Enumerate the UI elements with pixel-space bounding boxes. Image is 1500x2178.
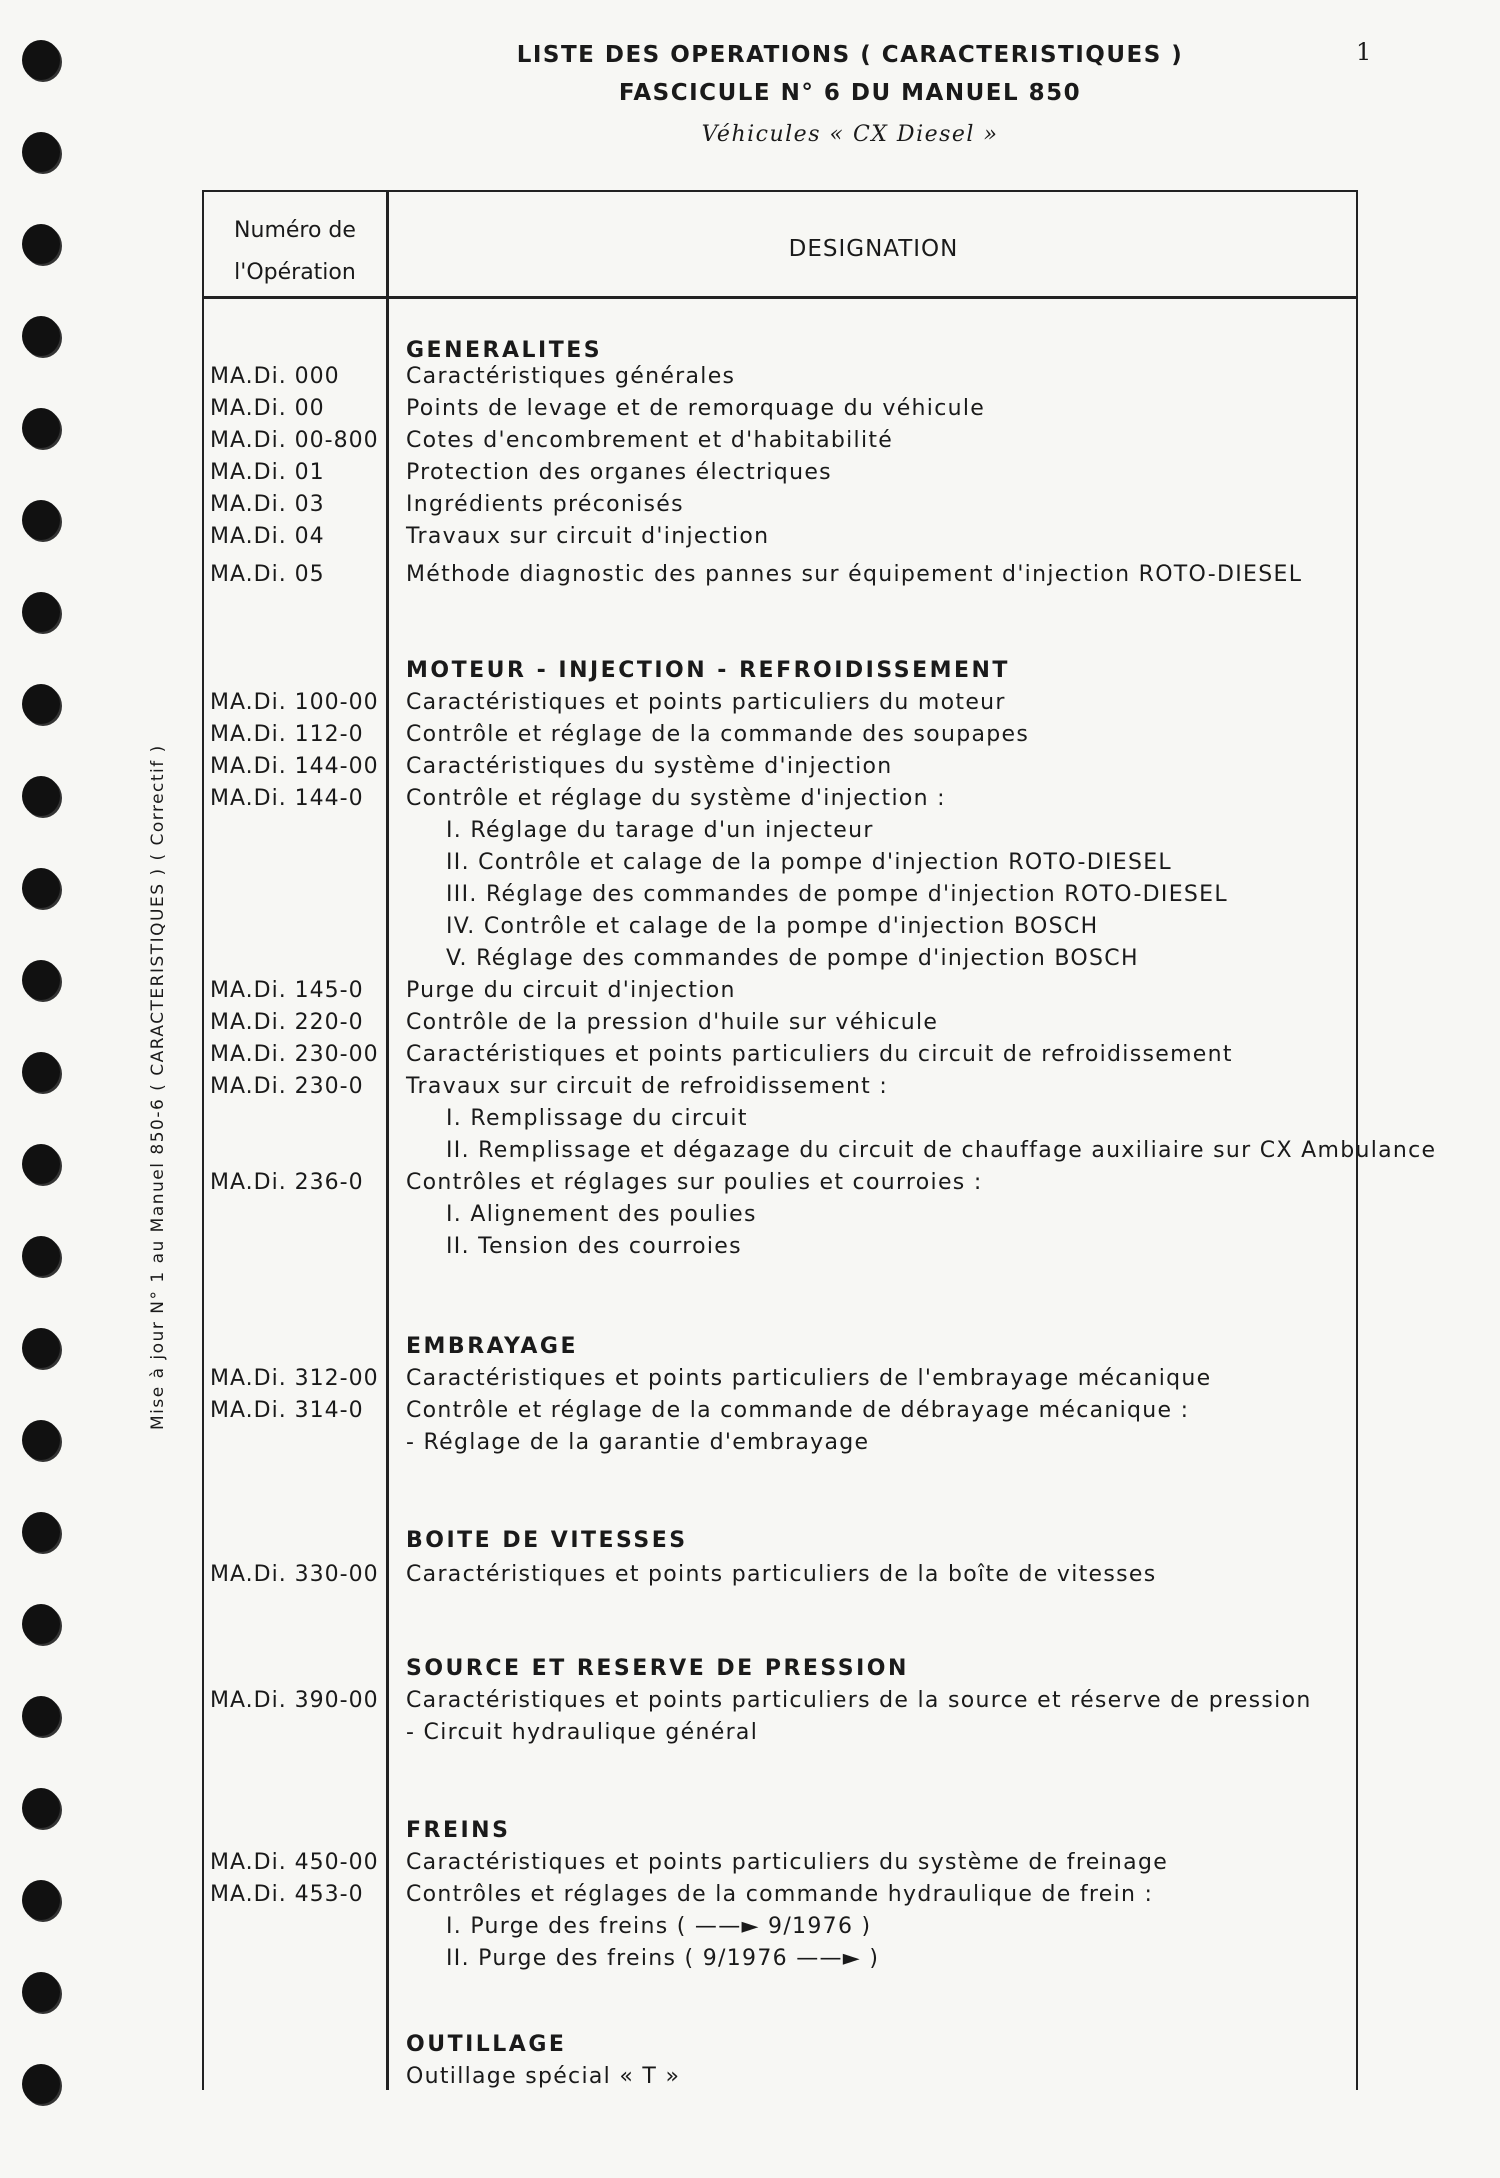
designation-text: Contrôle et réglage de la commande des soupapes xyxy=(406,722,1030,747)
table-row xyxy=(0,1562,1500,1592)
vehicle-label: Véhicules « CX Diesel » xyxy=(701,122,999,147)
designation-text: Cotes d'encombrement et d'habitabilité xyxy=(406,428,894,453)
table-row xyxy=(0,978,1500,1008)
operation-number: MA.Di. 000 xyxy=(210,364,340,389)
operation-number: MA.Di. 236-0 xyxy=(210,1170,364,1195)
table-row xyxy=(0,1042,1500,1072)
operation-number: MA.Di. 03 xyxy=(210,492,325,517)
designation-text: I. Remplissage du circuit xyxy=(446,1106,748,1131)
designation-text: IV. Contrôle et calage de la pompe d'injection BOSCH xyxy=(446,914,1099,939)
table-row xyxy=(0,1138,1500,1168)
designation-text: Méthode diagnostic des pannes sur équipement d'injection ROTO-DIESEL xyxy=(406,562,1303,587)
designation-text: III. Réglage des commandes de pompe d'injection ROTO-DIESEL xyxy=(446,882,1228,907)
designation-text: Ingrédients préconisés xyxy=(406,492,684,517)
table-row xyxy=(0,946,1500,976)
designation-text: Purge du circuit d'injection xyxy=(406,978,736,1003)
table-row xyxy=(0,850,1500,880)
operation-number: MA.Di. 230-0 xyxy=(210,1074,364,1099)
designation-text: Caractéristiques et points particuliers de l'embrayage mécanique xyxy=(406,1366,1212,1391)
table-row xyxy=(0,690,1500,720)
designation-text: Contrôle de la pression d'huile sur véhicule xyxy=(406,1010,939,1035)
table-row xyxy=(0,492,1500,522)
table-row xyxy=(0,1430,1500,1460)
table-row xyxy=(0,818,1500,848)
table-row xyxy=(0,396,1500,426)
designation-text: Caractéristiques et points particuliers du moteur xyxy=(406,690,1006,715)
table-row xyxy=(0,882,1500,912)
document-title: LISTE DES OPERATIONS ( CARACTERISTIQUES ) xyxy=(516,42,1184,68)
designation-text: Protection des organes électriques xyxy=(406,460,832,485)
binder-hole xyxy=(22,224,60,264)
table-row xyxy=(0,914,1500,944)
designation-text: - Réglage de la garantie d'embrayage xyxy=(406,1430,870,1455)
section-heading-row xyxy=(0,658,1500,688)
column-header-number-line1: Numéro de xyxy=(234,218,356,243)
column-header-designation: DESIGNATION xyxy=(788,236,959,262)
operation-number: MA.Di. 450-00 xyxy=(210,1850,379,1875)
table-row xyxy=(0,1720,1500,1750)
operation-number: MA.Di. 314-0 xyxy=(210,1398,364,1423)
table-row xyxy=(0,1688,1500,1718)
table-row xyxy=(0,1202,1500,1232)
side-note: Mise à jour N° 1 au Manuel 850-6 ( CARACTERISTIQUES ) ( Correctif ) xyxy=(148,744,168,1430)
table-row xyxy=(0,1398,1500,1428)
table-row xyxy=(0,1914,1500,1944)
designation-text: Points de levage et de remorquage du véhicule xyxy=(406,396,986,421)
operation-number: MA.Di. 01 xyxy=(210,460,325,485)
section-heading-row xyxy=(0,1818,1500,1848)
table-row xyxy=(0,428,1500,458)
table-row xyxy=(0,460,1500,490)
designation-text: II. Purge des freins ( 9/1976 ——► ) xyxy=(446,1946,880,1971)
section-heading-row xyxy=(0,2032,1500,2062)
table-row xyxy=(0,1850,1500,1880)
table-row xyxy=(0,1946,1500,1976)
table-row xyxy=(0,524,1500,554)
designation-text: Contrôles et réglages de la commande hydraulique de frein : xyxy=(406,1882,1154,1907)
section-heading-row xyxy=(0,1528,1500,1558)
table-row xyxy=(0,722,1500,752)
header-divider xyxy=(202,296,1358,299)
table-row xyxy=(0,1234,1500,1264)
section-heading-row xyxy=(0,1656,1500,1686)
designation-text: Outillage spécial « T » xyxy=(406,2064,681,2089)
operation-number: MA.Di. 100-00 xyxy=(210,690,379,715)
designation-text: Caractéristiques et points particuliers du système de freinage xyxy=(406,1850,1169,1875)
designation-text: I. Réglage du tarage d'un injecteur xyxy=(446,818,874,843)
designation-text: Travaux sur circuit de refroidissement : xyxy=(406,1074,889,1099)
designation-text: Caractéristiques et points particuliers du circuit de refroidissement xyxy=(406,1042,1233,1067)
binder-hole xyxy=(22,1972,60,2012)
binder-hole xyxy=(22,1604,60,1644)
section-heading-row xyxy=(0,1334,1500,1364)
operation-number: MA.Di. 112-0 xyxy=(210,722,364,747)
operation-number: MA.Di. 312-00 xyxy=(210,1366,379,1391)
designation-text: Contrôle et réglage de la commande de débrayage mécanique : xyxy=(406,1398,1190,1423)
operation-number: MA.Di. 05 xyxy=(210,562,325,587)
operation-number: MA.Di. 00-800 xyxy=(210,428,379,453)
designation-text: II. Contrôle et calage de la pompe d'injection ROTO-DIESEL xyxy=(446,850,1172,875)
designation-text: I. Alignement des poulies xyxy=(446,1202,757,1227)
operation-number: MA.Di. 330-00 xyxy=(210,1562,379,1587)
designation-text: Caractéristiques et points particuliers de la source et réserve de pression xyxy=(406,1688,1312,1713)
table-row xyxy=(0,1074,1500,1104)
designation-text: II. Remplissage et dégazage du circuit de chauffage auxiliaire sur CX Ambulance xyxy=(446,1138,1437,1163)
designation-text: Contrôles et réglages sur poulies et courroies : xyxy=(406,1170,983,1195)
designation-text: Contrôle et réglage du système d'injection : xyxy=(406,786,946,811)
designation-text: V. Réglage des commandes de pompe d'injection BOSCH xyxy=(446,946,1139,971)
binder-hole xyxy=(22,592,60,632)
column-header-number xyxy=(204,210,386,294)
designation-text: Caractéristiques générales xyxy=(406,364,736,389)
designation-text: Travaux sur circuit d'injection xyxy=(406,524,770,549)
operation-number: MA.Di. 453-0 xyxy=(210,1882,364,1907)
table-row xyxy=(0,562,1500,592)
table-row xyxy=(0,1170,1500,1200)
page-number: 1 xyxy=(1356,38,1372,66)
section-heading: EMBRAYAGE xyxy=(406,1334,578,1359)
table-row xyxy=(0,786,1500,816)
table-row xyxy=(0,1882,1500,1912)
designation-text: I. Purge des freins ( ——► 9/1976 ) xyxy=(446,1914,872,1939)
operation-number: MA.Di. 230-00 xyxy=(210,1042,379,1067)
operation-number: MA.Di. 00 xyxy=(210,396,325,421)
operation-number: MA.Di. 144-00 xyxy=(210,754,379,779)
table-row xyxy=(0,1010,1500,1040)
section-heading: GENERALITES xyxy=(406,338,603,363)
table-row xyxy=(0,2064,1500,2094)
operation-number: MA.Di. 145-0 xyxy=(210,978,364,1003)
table-row xyxy=(0,1106,1500,1136)
table-row xyxy=(0,754,1500,784)
operation-number: MA.Di. 220-0 xyxy=(210,1010,364,1035)
section-heading: BOITE DE VITESSES xyxy=(406,1528,688,1553)
document-subtitle: FASCICULE N° 6 DU MANUEL 850 xyxy=(618,80,1082,106)
section-heading: SOURCE ET RESERVE DE PRESSION xyxy=(406,1656,909,1681)
column-header-number-line2: l'Opération xyxy=(234,260,356,285)
operation-number: MA.Di. 144-0 xyxy=(210,786,364,811)
section-heading: OUTILLAGE xyxy=(406,2032,567,2057)
section-heading: MOTEUR - INJECTION - REFROIDISSEMENT xyxy=(406,658,1010,683)
table-row xyxy=(0,364,1500,394)
designation-text: - Circuit hydraulique général xyxy=(406,1720,759,1745)
table-row xyxy=(0,1366,1500,1396)
operation-number: MA.Di. 390-00 xyxy=(210,1688,379,1713)
designation-text: II. Tension des courroies xyxy=(446,1234,742,1259)
designation-text: Caractéristiques du système d'injection xyxy=(406,754,893,779)
designation-text: Caractéristiques et points particuliers de la boîte de vitesses xyxy=(406,1562,1157,1587)
operation-number: MA.Di. 04 xyxy=(210,524,325,549)
section-heading: FREINS xyxy=(406,1818,511,1843)
